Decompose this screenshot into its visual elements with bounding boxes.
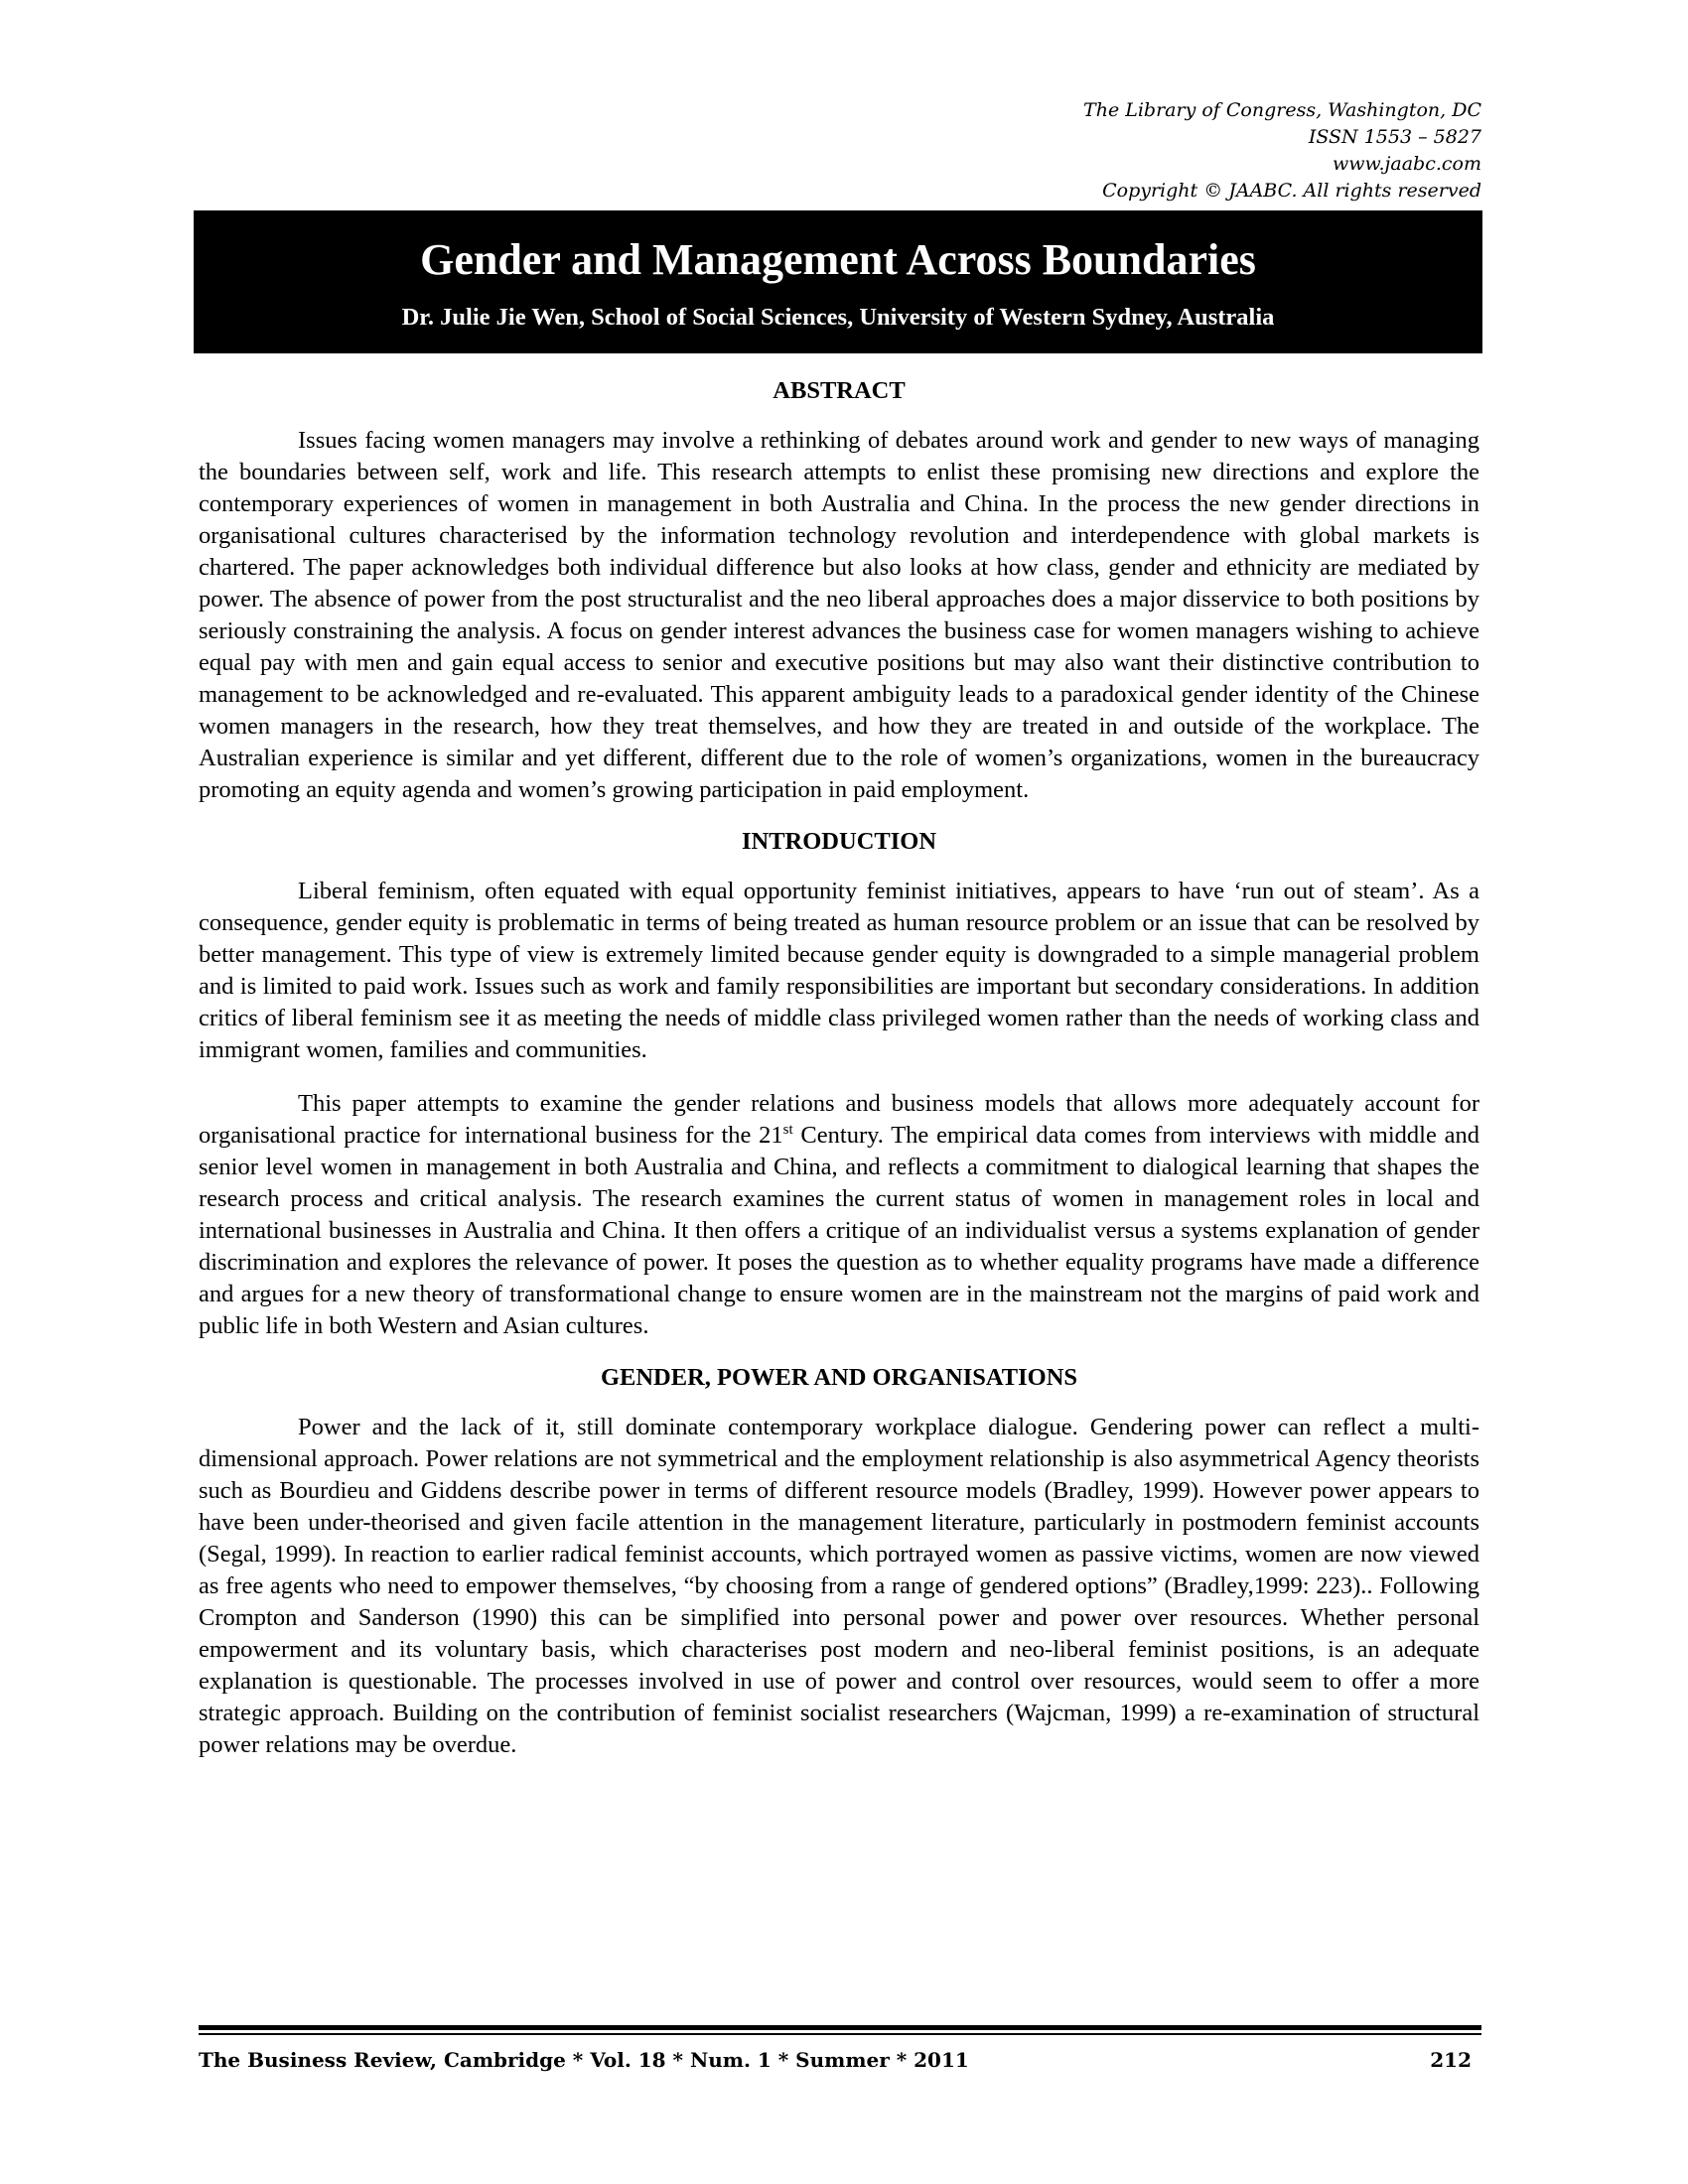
issn-line: ISSN 1553 – 5827 <box>1308 126 1481 148</box>
publication-info <box>786 97 1481 205</box>
footer-rule-thick <box>199 2025 1481 2030</box>
website-line[interactable]: www.jaabc.com <box>1332 153 1481 175</box>
library-line: The Library of Congress, Washington, DC <box>1083 99 1481 121</box>
article-author: Dr. Julie Jie Wen, School of Social Sciences, University of Western Sydney, Australia <box>401 304 1275 331</box>
introduction-paragraph-1: Liberal feminism, often equated with equal opportunity feminist initiatives, appears to have ‘run out of steam’. As a consequence, gender equity is problematic in terms of being treated as human resource problem or an issue that can be resolved by better management. This type of view is extremely limited because gender equity is downgraded to a simple managerial problem and is limited to paid work. Issues such as work and family responsibilities are important but secondary considerations. In addition critics of liberal feminism see it as meeting the needs of middle class privileged women rather than the needs of working class and immigrant women, families and communities. <box>199 878 1479 1063</box>
page-footer <box>199 2043 1481 2077</box>
article-title: Gender and Management Across Boundaries <box>420 235 1256 284</box>
introduction-heading: INTRODUCTION <box>741 828 937 855</box>
title-banner <box>194 210 1482 353</box>
intro-p2-text-start: This paper attempts to examine the gender relations and business models that allows more adequately account for organisational practice for international business for the 21 <box>199 1090 1479 1149</box>
gender-power-paragraph: Power and the lack of it, still dominate contemporary workplace dialogue. Gendering power can reflect a multi-dimensional approach. Power relations are not symmetrical and the employment relationship is also asymmetrical Agency theorists such as Bourdieu and Giddens describe power in terms of different resource models (Bradley, 1999). However power appears to have been under-theorised and given facile attention in the management literature, particularly in postmodern feminist accounts (Segal, 1999). In reaction to earlier radical feminist accounts, which portrayed women as passive victims, women are now viewed as free agents who need to empower themselves, “by choosing from a range of gendered options” (Bradley,1999: 223).. Following Crompton and Sanderson (1990) this can be simplified into personal power and power over resources. Whether personal empowerment and its voluntary basis, which characterises post modern and neo-liberal feminist positions, is an adequate explanation is questionable. The processes involved in use of power and control over resources, would seem to offer a more strategic approach. Building on the contribution of feminist socialist researchers (Wajcman, 1999) a re-examination of structural power relations may be overdue. <box>199 1414 1479 1758</box>
intro-p2-text-end: Century. The empirical data comes from interviews with middle and senior level women in management in both Australia and China, and reflects a commitment to dialogical learning that shapes the research process and critical analysis. The research examines the current status of women in management roles in local and international businesses in Australia and China. It then offers a critique of an individualist versus a systems explanation of gender discrimination and explores the relevance of power. It poses the question as to whether equality programs have made a difference and argues for a new theory of transformational change to ensure women are in the mainstream not the margins of paid work and public life in both Western and Asian cultures. <box>199 1122 1479 1339</box>
footer-rule-thin <box>199 2033 1481 2035</box>
gender-power-heading: GENDER, POWER AND ORGANISATIONS <box>600 1364 1078 1391</box>
introduction-paragraph-2 <box>199 1088 1479 1342</box>
article-body <box>199 375 1479 1761</box>
intro-p2-superscript: st <box>782 1121 793 1138</box>
journal-citation: The Business Review, Cambridge * Vol. 18 * Num. 1 * Summer * 2011 <box>199 2048 969 2072</box>
copyright-line: Copyright © JAABC. All rights reserved <box>1102 180 1481 202</box>
page-number: 212 <box>1430 2048 1472 2072</box>
abstract-heading: ABSTRACT <box>773 377 906 404</box>
abstract-text: Issues facing women managers may involve a rethinking of debates around work and gender to new ways of managing the boundaries between self, work and life. This research attempts to enlist these promising new directions and explore the contemporary experiences of women in management in both Australia and China. In the process the new gender directions in organisational cultures characterised by the information technology revolution and interdependence with global markets is chartered. The paper acknowledges both individual difference but also looks at how class, gender and ethnicity are mediated by power. The absence of power from the post structuralist and the neo liberal approaches does a major disservice to both positions by seriously constraining the analysis. A focus on gender interest advances the business case for women managers wishing to achieve equal pay with men and gain equal access to senior and executive positions but may also want their distinctive contribution to management to be acknowledged and re-evaluated. This apparent ambiguity leads to a paradoxical gender identity of the Chinese women managers in the research, how they treat themselves, and how they are treated in and outside of the workplace. The Australian experience is similar and yet different, different due to the role of women’s organizations, women in the bureaucracy promoting an equity agenda and women’s growing participation in paid employment. <box>199 427 1479 803</box>
